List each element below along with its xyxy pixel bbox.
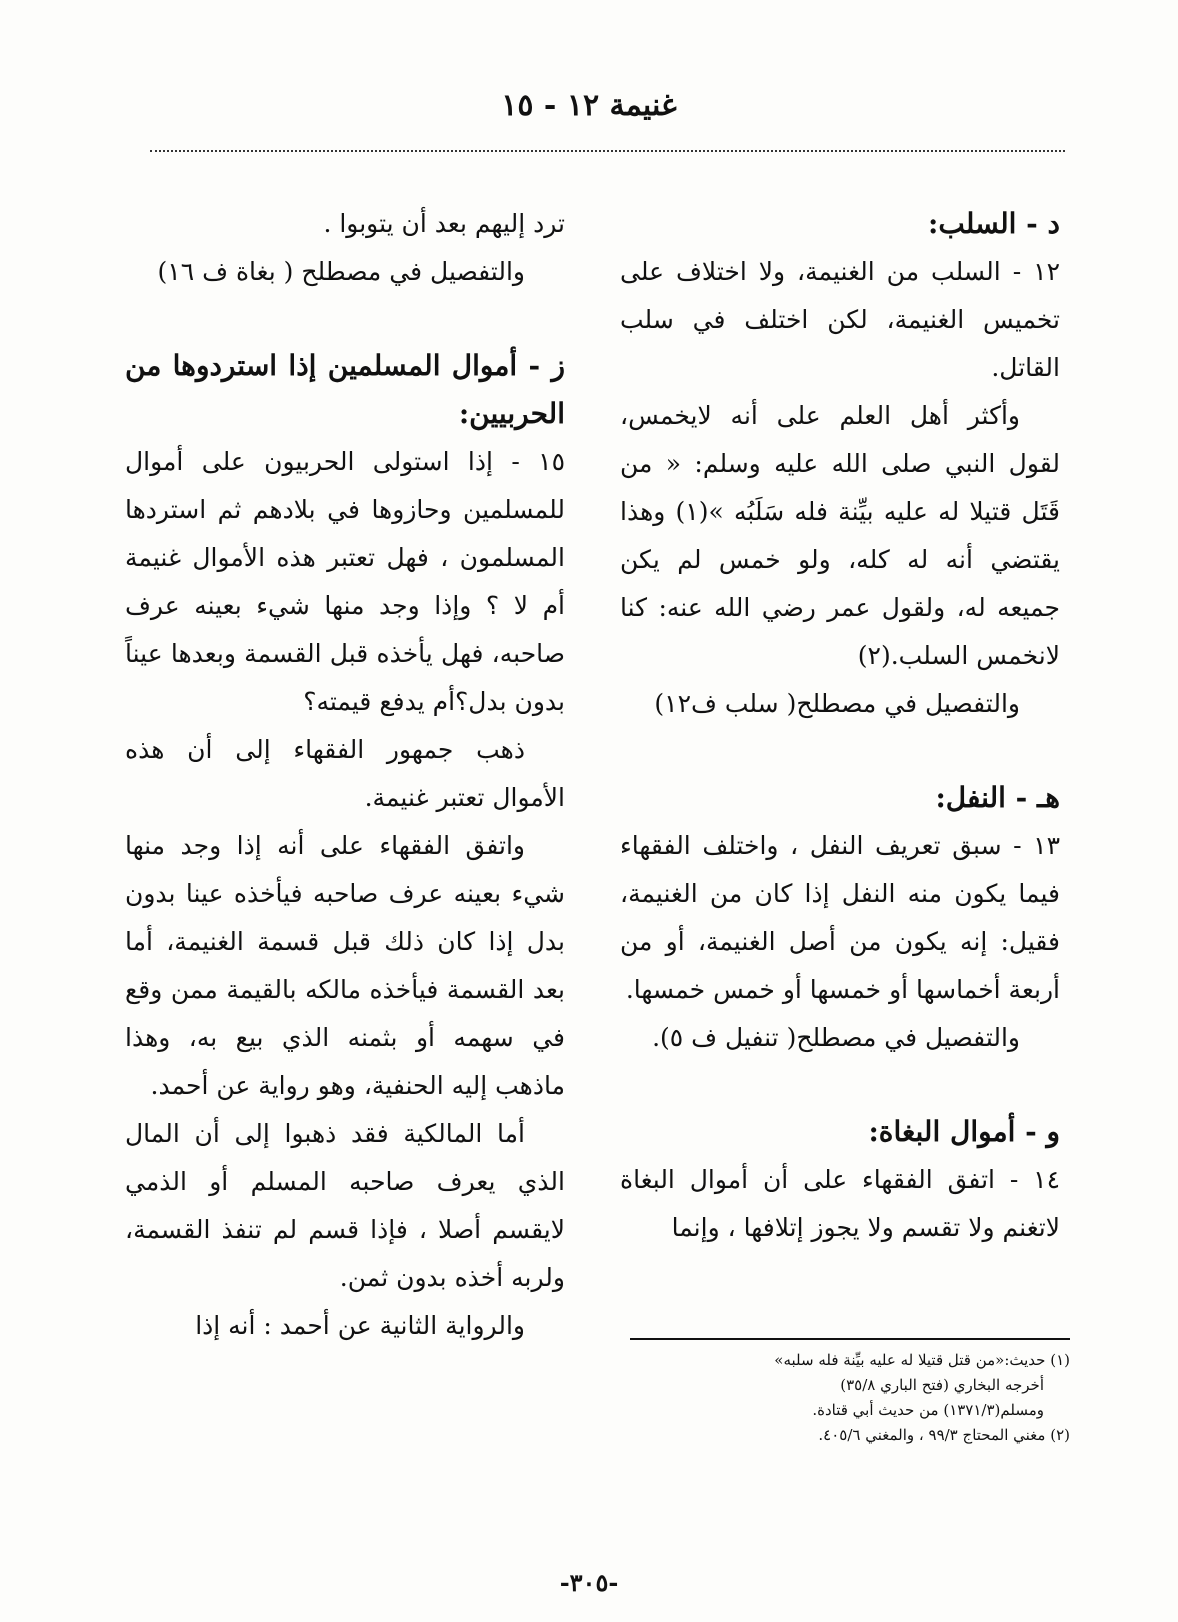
- paragraph-15-majority: ذهب جمهور الفقهاء إلى أن هذه الأموال تعتبر غنيمة.: [125, 735, 565, 812]
- footnote-separator: [630, 1338, 1070, 1340]
- paragraph-15-malikiyya: أما المالكية فقد ذهبوا إلى أن المال الذي يعرف صاحبه المسلم أو الذمي لايقسم أصلا ، فإذا قسم لم تنفذ القسمة، ولربه أخذه بدون ثمن.: [125, 1119, 565, 1292]
- right-column: [620, 200, 1060, 1252]
- paragraph-12-majority: وأكثر أهل العلم على أنه لايخمس، لقول النبي صلى الله عليه وسلم: « من قَتَل قتيلا له عليه بيِّنة فله سَلَبُه »(١) وهذا يقتضي أنه له كله، ولو خمس لم يكن جميعه له، ولقول عمر رضي الله عنه: كنا لانخمس السلب.(٢): [620, 401, 1060, 670]
- paragraph-12-reference: والتفصيل في مصطلح( سلب ف١٢): [654, 689, 1020, 718]
- paragraph-14: ١٤ - اتفق الفقهاء على أن أموال البغاة لاتغنم ولا تقسم ولا يجوز إتلافها ، وإنما: [620, 1165, 1060, 1242]
- footnote-1-source-2: ومسلم(١٣٧١/٣) من حديث أبي قتادة.: [812, 1401, 1044, 1419]
- section-heading-bughat: و - أموال البغاة:: [868, 1115, 1060, 1148]
- paragraph-12: ١٢ - السلب من الغنيمة، ولا اختلاف على تخميس الغنيمة، لكن اختلف في سلب القاتل.: [620, 257, 1060, 382]
- footnote-2: (٢) مغني المحتاج ٩٩/٣ ، والمغني ٤٠٥/٦.: [818, 1426, 1070, 1444]
- footnotes: [630, 1348, 1070, 1448]
- page-number: -٣٠٥-: [559, 1568, 619, 1597]
- paragraph-15: ١٥ - إذا استولى الحربيون على أموال للمسلمين وحازوها في بلادهم ثم استردها المسلمون ، فهل تعتبر هذه الأموال غنيمة أم لا ؟ وإذا وجد منها شيء بعينه عرف صاحبه، فهل يأخذه قبل القسمة وبعدها عيناً بدون بدل؟أم يدفع قيمته؟: [125, 447, 565, 716]
- paragraph-13-reference: والتفصيل في مصطلح( تنفيل ف ٥).: [652, 1023, 1020, 1052]
- paragraph-15-second-narration: والرواية الثانية عن أحمد : أنه إذا: [195, 1311, 525, 1340]
- paragraph-15-agreement: واتفق الفقهاء على أنه إذا وجد منها شيء بعينه عرف صاحبه فيأخذه عينا بدون بدل إذا كان ذلك قبل قسمة الغنيمة، أما بعد القسمة فيأخذه مالكه بالقيمة ممن وقع في سهمه أو بثمنه الذي بيع به، وهذا ماذهب إليه الحنفية، وهو رواية عن أحمد.: [125, 831, 565, 1100]
- header-dotted-rule: [150, 150, 1065, 152]
- paragraph-13: ١٣ - سبق تعريف النفل ، واختلف الفقهاء فيما يكون منه النفل إذا كان من الغنيمة، فقيل: إنه يكون من أصل الغنيمة، أو من أربعة أخماسها أو خمسها أو خمس خمسها.: [620, 831, 1060, 1004]
- footnote-1-source: أخرجه البخاري (فتح الباري ٣٥/٨): [840, 1376, 1044, 1394]
- section-heading-nafal: هـ - النفل:: [935, 781, 1060, 814]
- footnote-1: (١) حديث:«من قتل قتيلا له عليه بيِّنة فله سلبه»: [774, 1351, 1070, 1369]
- section-heading-salab: د - السلب:: [928, 207, 1060, 240]
- left-column: [125, 200, 565, 1350]
- paragraph-14-reference: والتفصيل في مصطلح ( بغاة ف ١٦): [157, 257, 525, 286]
- section-heading-muslim-property: ز - أموال المسلمين إذا استردوها من الحربيين:: [125, 349, 565, 430]
- paragraph-14-continued: ترد إليهم بعد أن يتوبوا .: [323, 209, 565, 238]
- page-header-title: غنيمة ١٢ - ١٥: [501, 88, 677, 123]
